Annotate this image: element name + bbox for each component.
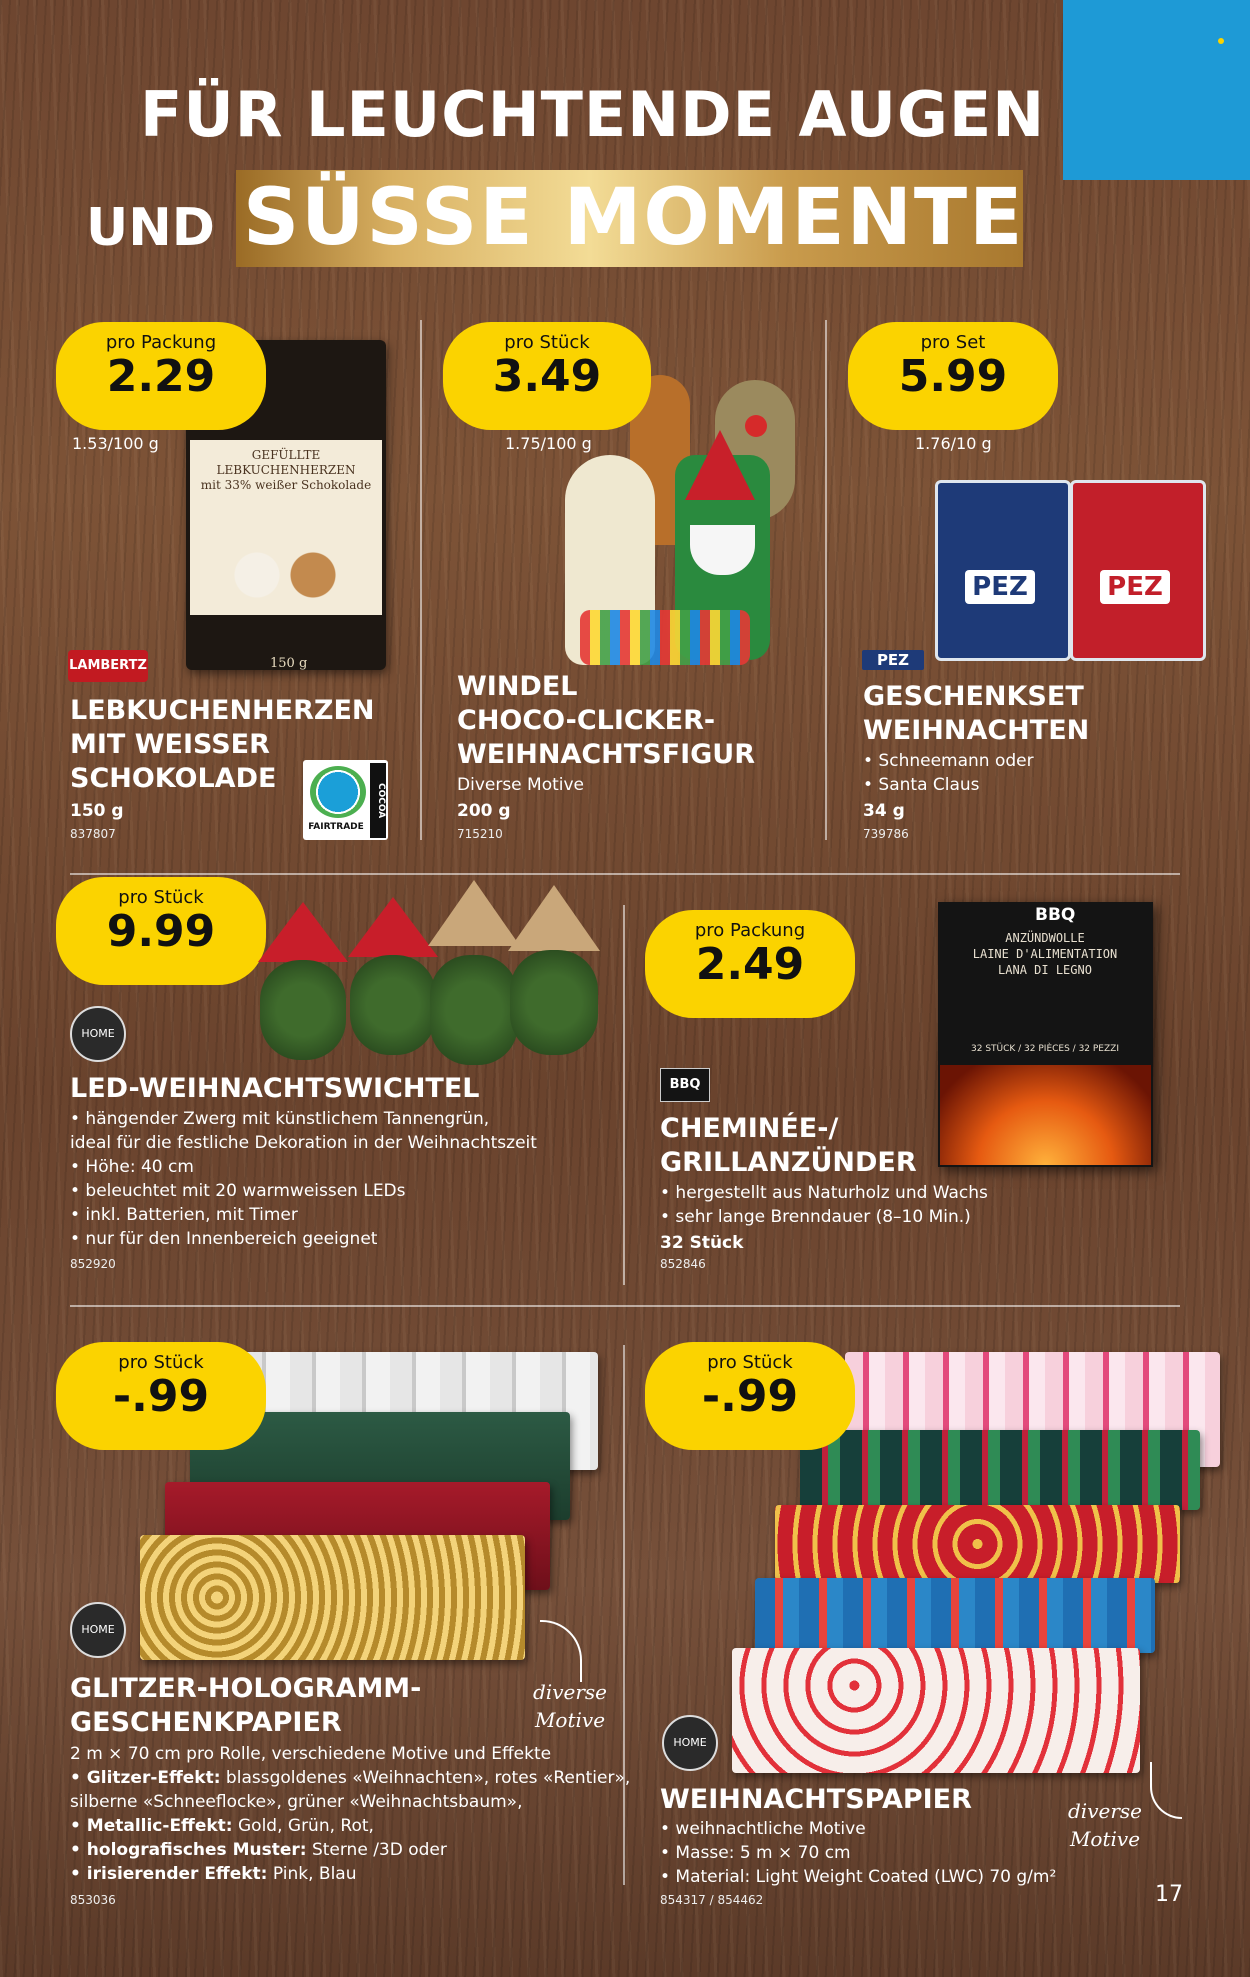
wrapping-roll-gold-image — [140, 1535, 525, 1660]
title-line: GESCHENKPAPIER — [70, 1707, 342, 1738]
product-detail: • Masse: 5 m × 70 cm — [660, 1843, 851, 1863]
note-line: diverse — [1068, 1799, 1142, 1823]
fairtrade-label: FAIRTRADE — [308, 822, 364, 832]
product-detail: Diverse Motive — [457, 775, 585, 795]
pack-weight-label: 150 g — [270, 656, 308, 671]
price-badge — [645, 1342, 855, 1450]
brand-logo-home: HOME — [70, 1602, 126, 1658]
page-number: 17 — [1155, 1882, 1183, 1907]
product-detail: • hängender Zwerg mit künstlichem Tannengrün, — [70, 1109, 490, 1129]
title-line: WINDEL — [457, 671, 578, 702]
price-unit: pro Stück — [504, 332, 590, 353]
price-unit: pro Packung — [105, 332, 217, 353]
handwritten-note — [525, 1678, 615, 1734]
article-number: 854317 / 854462 — [660, 1893, 764, 1907]
gnome-pine-body-image — [510, 950, 598, 1055]
article-number: 853036 — [70, 1893, 116, 1907]
column-divider — [420, 320, 422, 840]
headline-line-2-prefix: UND — [86, 198, 215, 258]
column-divider — [825, 320, 827, 840]
product-title — [457, 670, 755, 772]
bbq-box-text: ANZÜNDWOLLE LAINE D'ALIMENTATION LANA DI LEGNO — [972, 931, 1118, 977]
bbq-box-logo: BBQ — [1035, 905, 1076, 925]
product-detail: • nur für den Innenbereich geeignet — [70, 1229, 378, 1249]
row-divider — [70, 1305, 1180, 1307]
lebkuchen-hearts-image — [215, 545, 355, 605]
title-line: SCHOKOLADE — [70, 763, 277, 794]
product-detail — [70, 1862, 630, 1886]
row-divider — [70, 873, 1180, 875]
gnome-pine-body-image — [350, 955, 436, 1055]
headline-line-2-highlight: SÜSSE MOMENTE — [243, 173, 1025, 263]
product-detail: • weihnachtliche Motive — [660, 1819, 866, 1839]
unit-price: 1.75/100 g — [505, 434, 592, 453]
product-title: LED-WEIHNACHTSWICHTEL — [70, 1073, 480, 1104]
pez-box-label: PEZ — [1100, 570, 1170, 604]
note-line: diverse — [533, 1680, 607, 1704]
product-detail — [70, 1838, 630, 1862]
brand-logo-lambertz: LAMBERTZ — [68, 650, 148, 682]
product-title — [70, 1672, 421, 1740]
detail-text: blassgoldenes «Weihnachten», rotes «Rentier», — [220, 1768, 631, 1788]
headline-line-1: FÜR LEUCHTENDE AUGEN — [140, 78, 1046, 151]
wrapping-roll-darkgreen-image — [800, 1430, 1200, 1510]
price-badge — [443, 322, 651, 430]
title-line: WEIHNACHTSFIGUR — [457, 739, 756, 770]
fire-image — [940, 1065, 1151, 1165]
product-detail-list — [70, 1742, 630, 1886]
detail-text: Sterne /3D oder — [306, 1840, 447, 1860]
article-number: 852846 — [660, 1257, 706, 1271]
price-unit: pro Stück — [118, 1352, 204, 1373]
unit-price: 1.53/100 g — [72, 434, 159, 453]
wrapping-roll-bows-image — [732, 1648, 1140, 1773]
product-detail: • Santa Claus — [863, 775, 980, 795]
detail-label: • Glitzer-Effekt: — [70, 1768, 221, 1788]
title-line: GESCHENKSET — [863, 681, 1084, 712]
note-line: Motive — [534, 1708, 606, 1732]
price-badge — [645, 910, 855, 1018]
price-value: -.99 — [112, 1371, 210, 1422]
wrapping-roll-blue-image — [755, 1578, 1155, 1653]
article-number: 837807 — [70, 827, 116, 841]
gnome-pine-body-image — [430, 955, 518, 1065]
title-line: LEBKUCHENHERZEN — [70, 695, 375, 726]
title-line: CHOCO-CLICKER- — [457, 705, 716, 736]
detail-label: • irisierender Effekt: — [70, 1864, 268, 1884]
fairtrade-icon — [310, 766, 366, 818]
brand-logo-home: HOME — [662, 1715, 718, 1771]
product-detail — [70, 1814, 630, 1838]
column-divider — [623, 905, 625, 1285]
article-number: 739786 — [863, 827, 909, 841]
product-detail: • Höhe: 40 cm — [70, 1157, 194, 1177]
title-line: WEIHNACHTEN — [863, 715, 1090, 746]
detail-text: 2 m × 70 cm pro Rolle, verschiedene Motive und Effekte — [70, 1744, 552, 1764]
wrapping-roll-red-ornament-image — [775, 1505, 1180, 1583]
pointer-arrow-icon — [1150, 1762, 1182, 1819]
gnome-pine-body-image — [260, 960, 346, 1060]
article-number: 852920 — [70, 1257, 116, 1271]
pointer-arrow-icon — [540, 1620, 582, 1682]
cocoa-label: COCOA — [370, 763, 386, 838]
handwritten-note — [1060, 1797, 1150, 1853]
detail-text: Gold, Grün, Rot, — [232, 1816, 374, 1836]
brand-dot-icon — [1218, 38, 1224, 44]
detail-label: • holografisches Muster: — [70, 1840, 307, 1860]
brand-logo-home: HOME — [70, 1006, 126, 1062]
price-unit: pro Stück — [118, 887, 204, 908]
product-detail: • sehr lange Brenndauer (8–10 Min.) — [660, 1207, 971, 1227]
product-title: WEIHNACHTSPAPIER — [660, 1784, 972, 1815]
product-detail: • beleuchtet mit 20 warmweissen LEDs — [70, 1181, 406, 1201]
price-value: 3.49 — [492, 351, 602, 402]
product-detail: • Material: Light Weight Coated (LWC) 70 g/m² — [660, 1867, 1057, 1887]
product-weight: 32 Stück — [660, 1233, 744, 1253]
product-title — [863, 680, 1089, 748]
product-weight: 150 g — [70, 801, 124, 821]
pez-box-label: PEZ — [965, 570, 1035, 604]
product-detail: ideal für die festliche Dekoration in der Weihnachtszeit — [70, 1133, 537, 1153]
pack-label-text: GEFÜLLTE LEBKUCHENHERZEN mit 33% weißer Schokolade — [200, 448, 372, 492]
price-unit: pro Stück — [707, 1352, 793, 1373]
detail-text: silberne «Schneeflocke», grüner «Weihnachtsbaum», — [70, 1792, 523, 1812]
price-value: -.99 — [701, 1371, 799, 1422]
title-line: GRILLANZÜNDER — [660, 1147, 917, 1178]
price-value: 2.29 — [106, 351, 216, 402]
unit-price: 1.76/10 g — [915, 434, 992, 453]
bbq-box-count: 32 STÜCK / 32 PIÈCES / 32 PEZZI — [971, 1044, 1119, 1054]
title-line: GLITZER-HOLOGRAMM- — [70, 1673, 422, 1704]
note-line: Motive — [1069, 1827, 1141, 1851]
reindeer-nose-icon — [745, 415, 767, 437]
price-unit: pro Packung — [694, 920, 806, 941]
product-detail — [70, 1742, 630, 1766]
candy-filling-image — [580, 610, 750, 665]
title-line: MIT WEISSER — [70, 729, 270, 760]
detail-text: Pink, Blau — [267, 1864, 357, 1884]
detail-label: • Metallic-Effekt: — [70, 1816, 233, 1836]
article-number: 715210 — [457, 827, 503, 841]
price-badge — [56, 322, 266, 430]
price-badge — [848, 322, 1058, 430]
title-line: CHEMINÉE-/ — [660, 1113, 839, 1144]
product-detail — [70, 1766, 630, 1790]
product-weight: 34 g — [863, 801, 905, 821]
price-value: 2.49 — [695, 939, 805, 990]
price-badge — [56, 877, 266, 985]
product-detail: • hergestellt aus Naturholz und Wachs — [660, 1183, 988, 1203]
price-unit: pro Set — [920, 332, 986, 353]
brand-corner-tab — [1063, 0, 1250, 180]
product-detail — [70, 1790, 630, 1814]
price-badge — [56, 1342, 266, 1450]
product-detail: • inkl. Batterien, mit Timer — [70, 1205, 298, 1225]
product-detail: • Schneemann oder — [863, 751, 1034, 771]
price-value: 9.99 — [106, 906, 216, 957]
brand-logo-bbq: BBQ — [660, 1068, 710, 1102]
brand-logo-pez: PEZ — [862, 650, 924, 670]
product-weight: 200 g — [457, 801, 511, 821]
product-title — [660, 1112, 917, 1180]
price-value: 5.99 — [898, 351, 1008, 402]
